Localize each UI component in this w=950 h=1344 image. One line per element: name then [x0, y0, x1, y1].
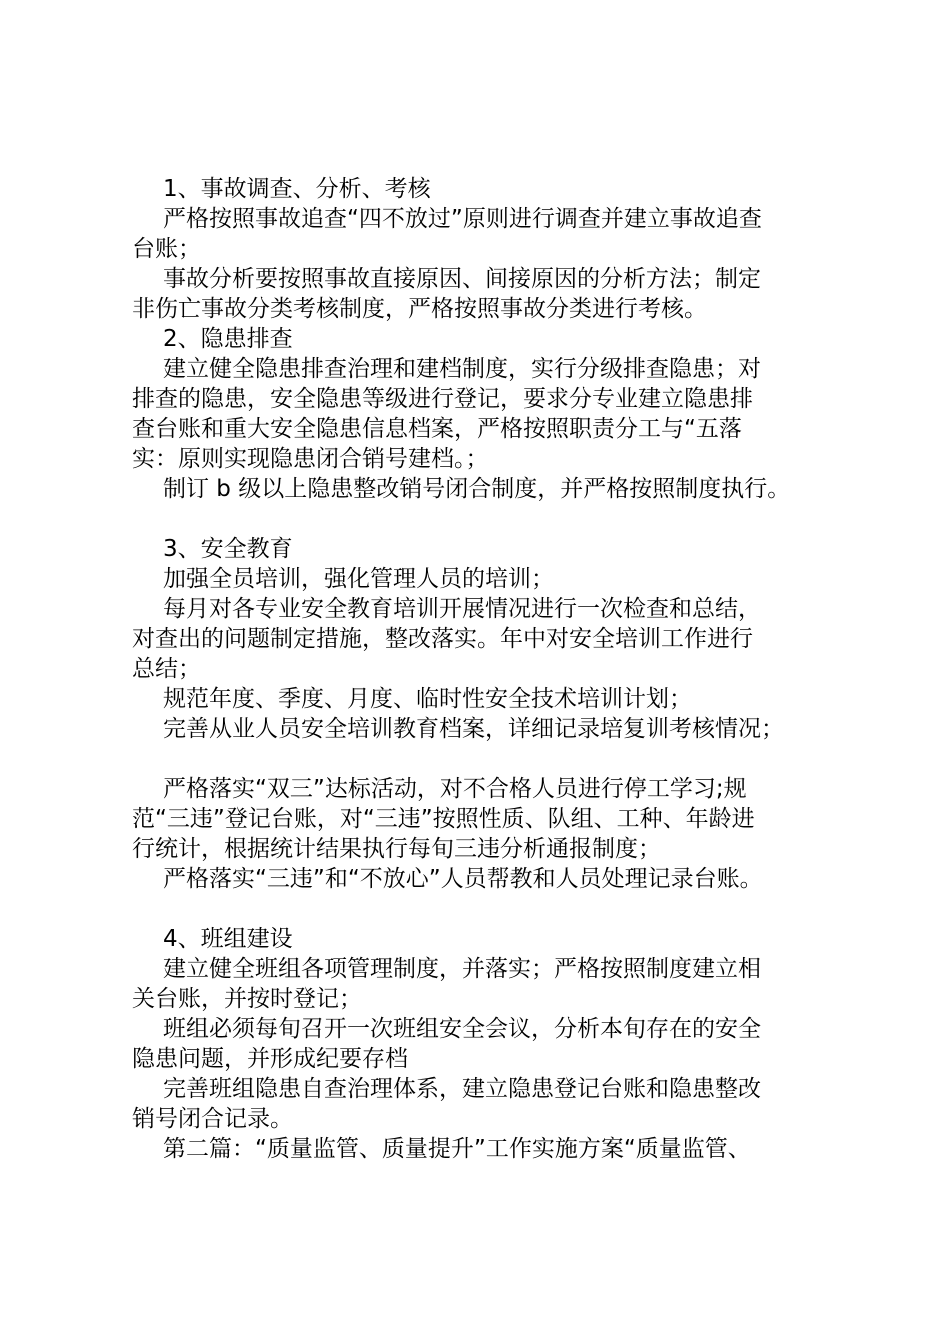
paragraph-line: 完善从业人员安全培训教育档案，详细记录培复训考核情况；: [163, 716, 784, 742]
section-heading-team: 4、班组建设: [163, 926, 293, 952]
paragraph-line: 每月对各专业安全教育培训开展情况进行一次检查和总结，: [163, 596, 761, 622]
section-heading-education: 3、安全教育: [163, 536, 293, 562]
paragraph-line: 排查的隐患，安全隐患等级进行登记，要求分专业建立隐患排: [132, 386, 753, 412]
paragraph-line: 实：原则实现隐患闭合销号建档。；: [132, 446, 489, 472]
blank-line: [132, 504, 844, 534]
paragraph-line: 加强全员培训，强化管理人员的培训；: [163, 566, 554, 592]
section-heading-accident: 1、事故调查、分析、考核: [163, 176, 431, 202]
document-body: [132, 174, 844, 1164]
paragraph-line: 建立健全隐患排查治理和建档制度，实行分级排查隐患；对: [163, 356, 761, 382]
blank-line: [132, 894, 844, 924]
paragraph-line: 完善班组隐患自查治理体系，建立隐患登记台账和隐患整改: [163, 1076, 761, 1102]
paragraph-line: 范“三违”登记台账，对“三违”按照性质、队组、工种、年龄进: [132, 806, 755, 832]
paragraph-line: 严格按照事故追查“四不放过”原则进行调查并建立事故追查: [163, 206, 762, 232]
paragraph-line: 行统计，根据统计结果执行每旬三违分析通报制度；: [132, 836, 661, 862]
paragraph-line: 对查出的问题制定措施，整改落实。年中对安全培训工作进行: [132, 626, 753, 652]
paragraph-line: 规范年度、季度、月度、临时性安全技术培训计划；: [163, 686, 692, 712]
paragraph-line: 建立健全班组各项管理制度，并落实；严格按照制度建立相: [163, 956, 761, 982]
paragraph-line: 隐患问题，并形成纪要存档: [132, 1046, 408, 1072]
paragraph-line: 事故分析要按照事故直接原因、间接原因的分析方法；制定: [163, 266, 761, 292]
paragraph-line: 严格落实“三违”和“不放心”人员帮教和人员处理记录台账。: [163, 866, 763, 892]
blank-line: [132, 744, 844, 774]
paragraph-line: 关台账，并按时登记；: [132, 986, 362, 1012]
paragraph-line: 台账；: [132, 236, 201, 262]
paragraph-line: 严格落实“双三”达标活动，对不合格人员进行停工学习;规: [163, 776, 747, 802]
section-heading-hazard: 2、隐患排查: [163, 326, 293, 352]
paragraph-line: 总结；: [132, 656, 201, 682]
paragraph-line: 班组必须每旬召开一次班组安全会议，分析本旬存在的安全: [163, 1016, 761, 1042]
paragraph-line: 第二篇：“质量监管、质量提升”工作实施方案“质量监管、: [163, 1136, 751, 1162]
paragraph-line: 非伤亡事故分类考核制度，严格按照事故分类进行考核。: [132, 296, 707, 322]
paragraph-line: 制订 b 级以上隐患整改销号闭合制度，并严格按照制度执行。: [163, 476, 791, 502]
paragraph-line: 查台账和重大安全隐患信息档案，严格按照职责分工与“五落: [132, 416, 742, 442]
paragraph-line: 销号闭合记录。: [132, 1106, 293, 1132]
